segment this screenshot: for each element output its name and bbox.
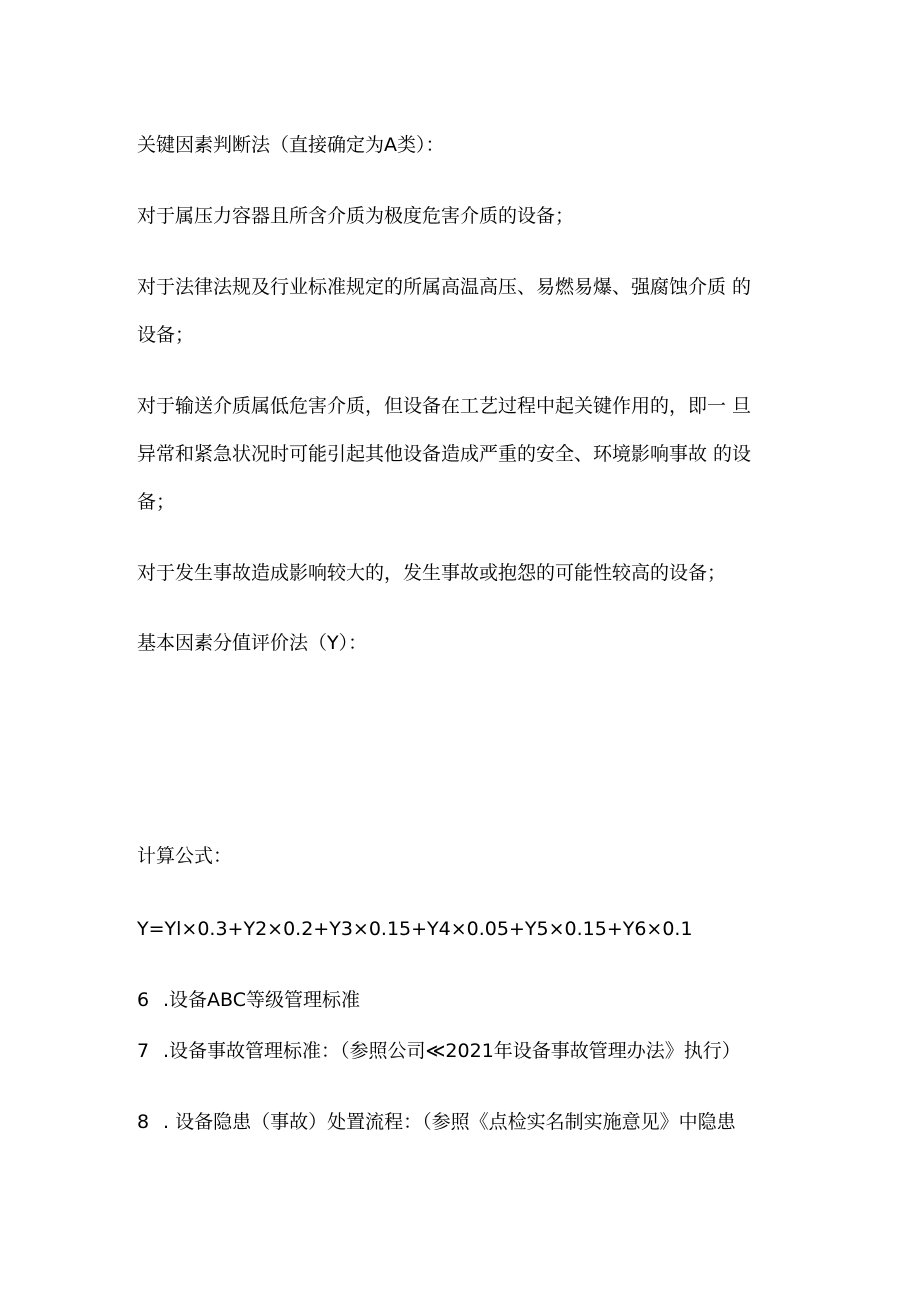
item-text: . 设备隐患（事故）处置流程：（参照《点检实名制实施意见》中隐患 xyxy=(163,1111,736,1133)
paragraph-low-hazard-line-1: 对于输送介质属低危害介质，但设备在工艺过程中起关键作用的，即一 旦 xyxy=(137,395,752,417)
heading-basic-factor-score: 基本因素分值评价法（Y）： xyxy=(137,632,368,654)
paragraph-pressure-vessel: 对于属压力容器且所含介质为极度危害介质的设备； xyxy=(137,205,575,227)
item-text: .设备事故管理标准：（参照公司≪2021年设备事故管理办法》执行） xyxy=(163,1040,741,1062)
numbered-item-6 xyxy=(137,988,360,1012)
paragraph-high-impact: 对于发生事故造成影响较大的，发生事故或抱怨的可能性较高的设备； xyxy=(137,562,727,584)
item-text: .设备ABC等级管理标准 xyxy=(163,989,361,1011)
label-formula: 计算公式： xyxy=(137,845,233,867)
item-number: 6 xyxy=(137,989,150,1011)
numbered-item-8 xyxy=(137,1110,736,1134)
item-number: 7 xyxy=(137,1040,150,1062)
paragraph-regulations-line-1: 对于法律法规及行业标准规定的所属高温高压、易燃易爆、强腐蚀介质 的 xyxy=(137,276,752,298)
heading-key-factor-method: 关键因素判断法（直接确定为A类）： xyxy=(137,134,445,156)
numbered-item-7 xyxy=(137,1039,741,1063)
paragraph-regulations-line-2: 设备； xyxy=(137,324,195,346)
formula-text: Y=Yl×0.3+Y2×0.2+Y3×0.15+Y4×0.05+Y5×0.15+Y6×0.1 xyxy=(137,918,693,940)
paragraph-low-hazard-line-2: 异常和紧急状况时可能引起其他设备造成严重的安全、环境影响事故 的设 xyxy=(137,443,752,465)
paragraph-low-hazard-line-3: 备； xyxy=(137,491,176,513)
item-number: 8 xyxy=(137,1111,150,1133)
